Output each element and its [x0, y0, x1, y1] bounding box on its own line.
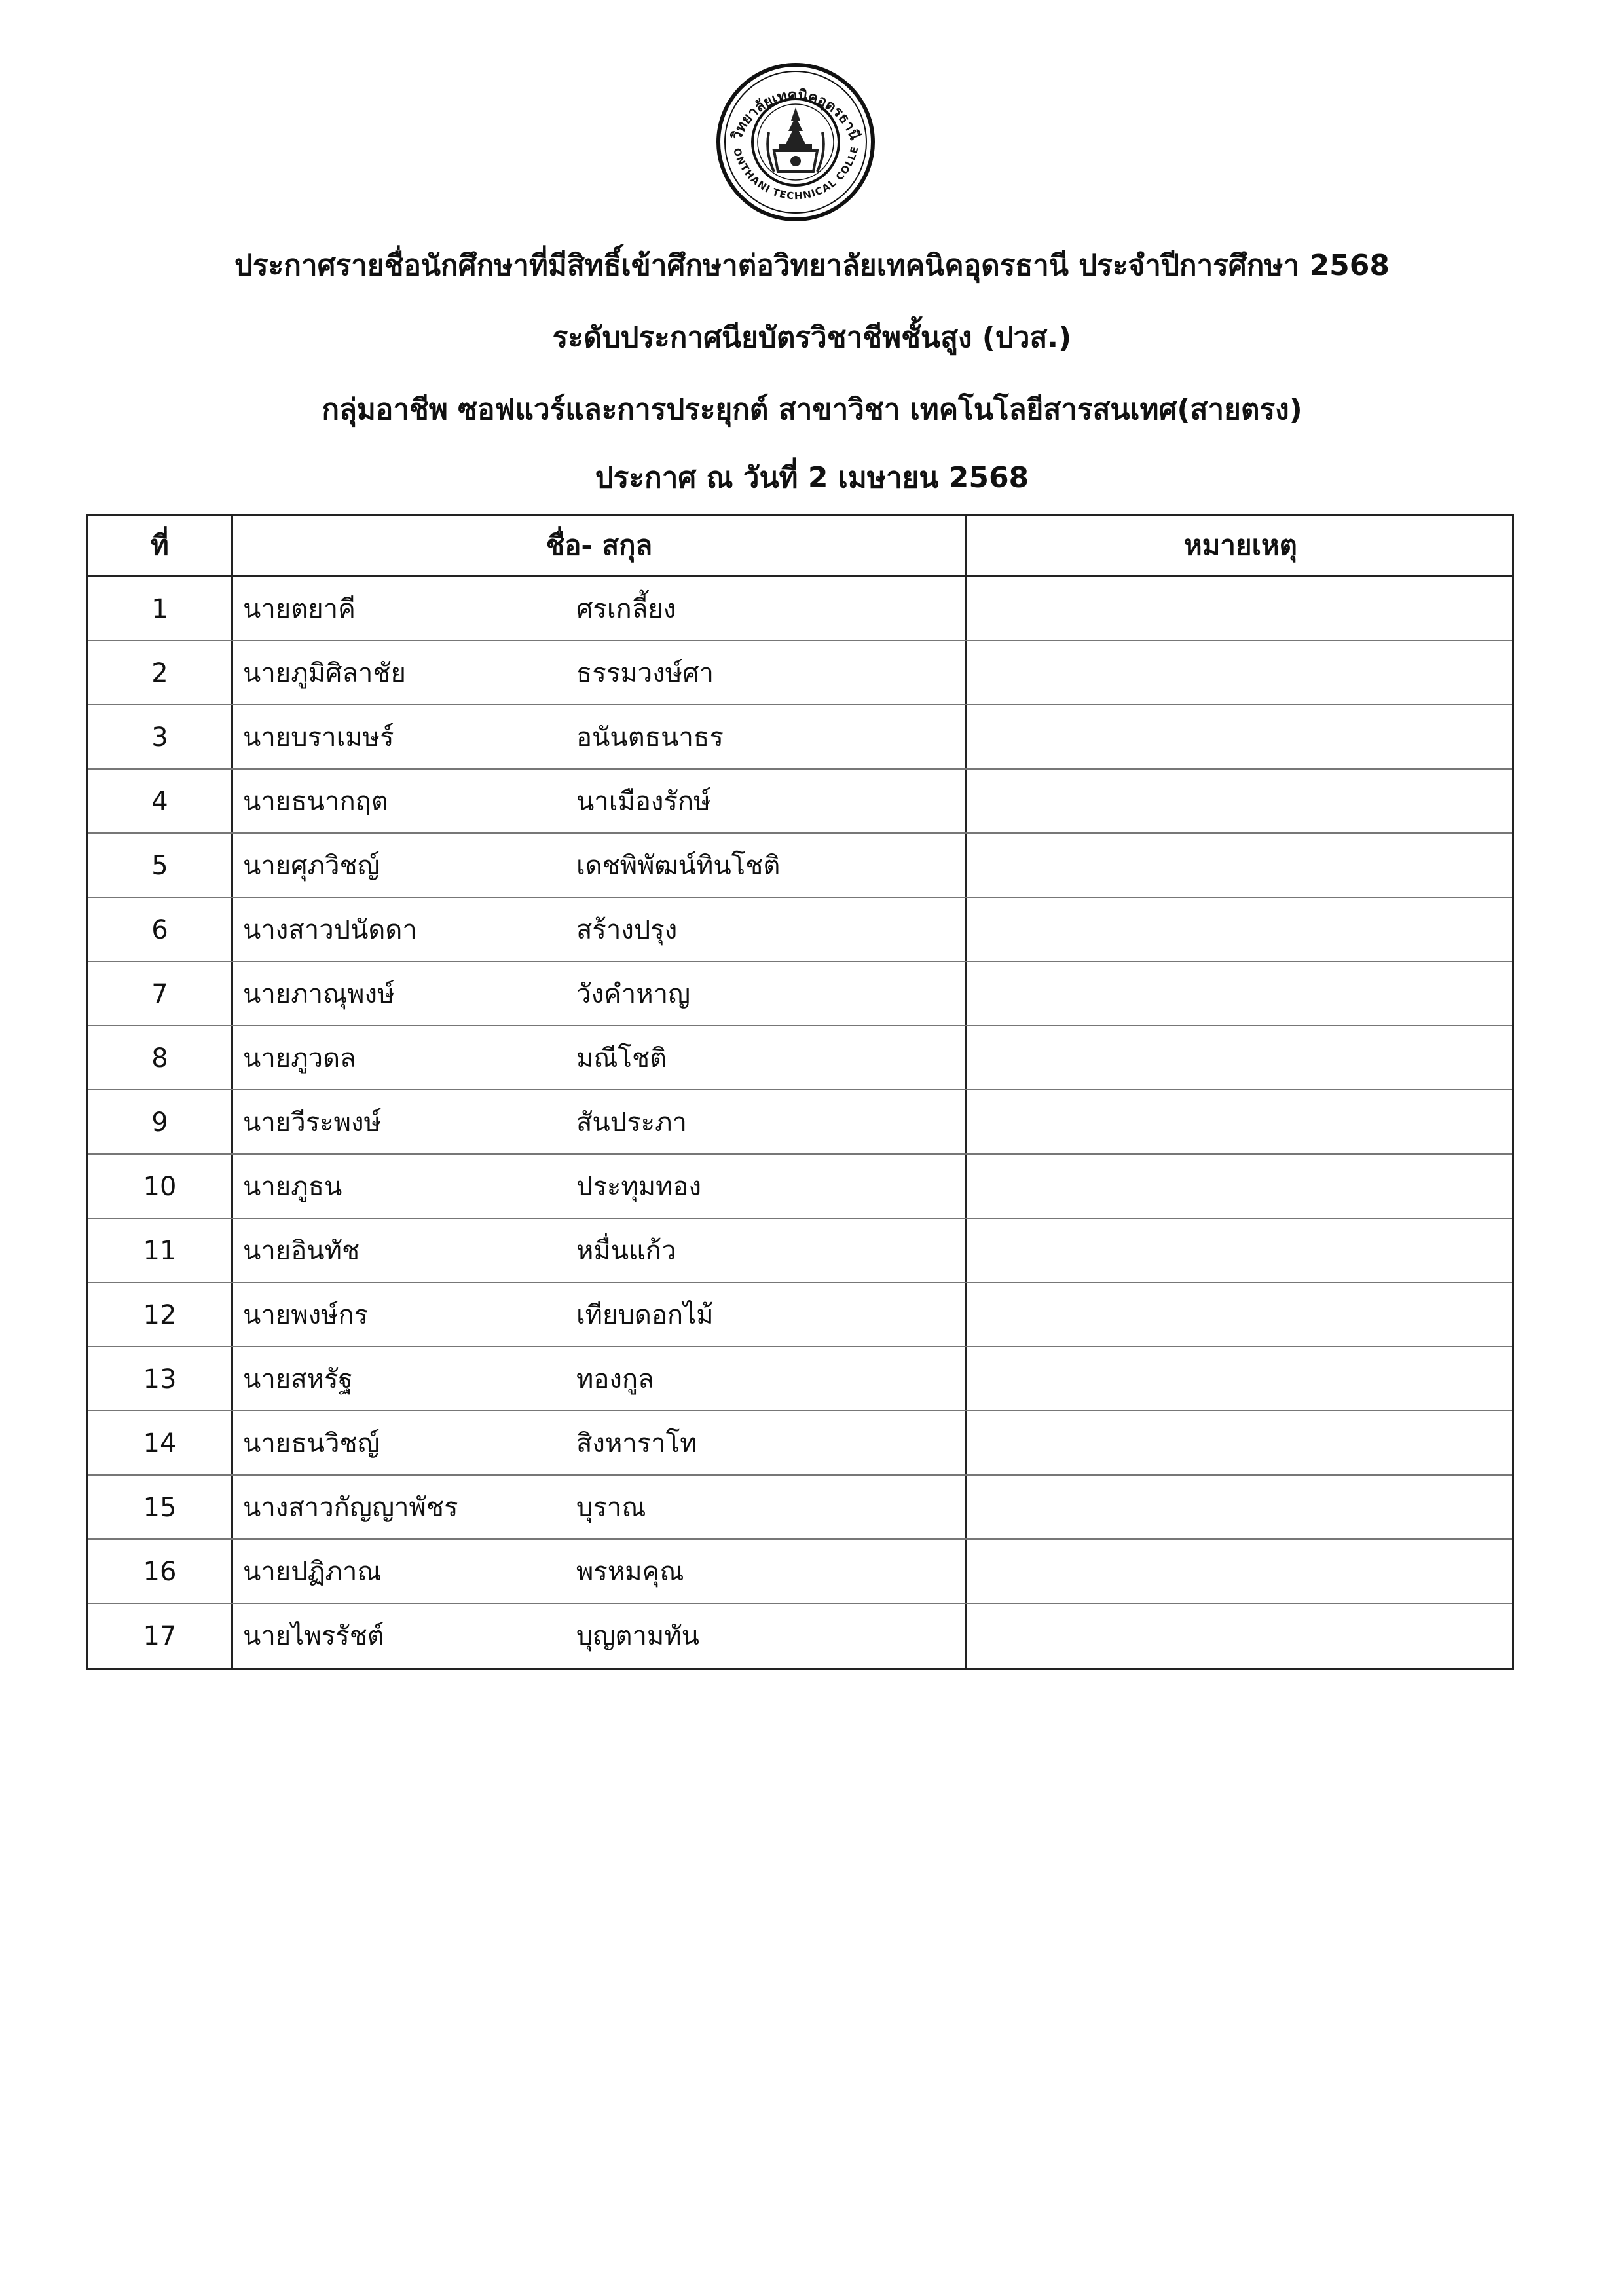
row-number: 5 [151, 851, 168, 881]
row-number: 9 [151, 1108, 168, 1138]
table-row [88, 1283, 1512, 1347]
header-name: ชื่อ- สกุล [545, 529, 653, 561]
student-last-name: ธรรมวงษ์ศา [576, 658, 714, 688]
row-remark [967, 834, 1514, 898]
student-last-name: สิงหาราโท [576, 1428, 697, 1459]
row-number: 2 [151, 658, 168, 688]
table-row [88, 1219, 1512, 1283]
student-first-name: นายบราเมษร์ [243, 722, 394, 753]
student-first-name: นายศุภวิชญ์ [243, 851, 380, 881]
college-seal-logo [714, 60, 877, 224]
announcement-level: ระดับประกาศนียบัตรวิชาชีพชั้นสูง (ปวส.) [552, 321, 1072, 354]
student-last-name: พรหมคุณ [576, 1557, 684, 1587]
row-remark [967, 1283, 1514, 1347]
row-number: 16 [143, 1557, 177, 1587]
student-list-table [86, 514, 1514, 1670]
table-row [88, 577, 1512, 641]
row-remark [967, 1155, 1514, 1219]
student-first-name: นางสาวกัญญาพัชร [243, 1493, 458, 1523]
row-number: 8 [151, 1043, 168, 1073]
student-first-name: นายตยาคี [243, 594, 356, 624]
row-number: 1 [151, 594, 168, 624]
student-last-name: สร้างปรุง [576, 915, 678, 945]
row-number: 10 [143, 1172, 177, 1202]
student-first-name: นายปฏิภาณ [243, 1557, 382, 1587]
student-last-name: สันประภา [576, 1108, 687, 1138]
row-number: 13 [143, 1364, 177, 1394]
student-first-name: นายพงษ์กร [243, 1300, 369, 1330]
row-remark [967, 1540, 1514, 1604]
student-first-name: นายภูมิศิลาชัย [243, 658, 406, 688]
table-row [88, 641, 1512, 705]
student-first-name: นายภาณุพงษ์ [243, 979, 395, 1009]
row-number: 17 [143, 1621, 177, 1651]
table-row [88, 1476, 1512, 1540]
student-first-name: นายธนวิชญ์ [243, 1428, 380, 1459]
header-remark: หมายเหตุ [1184, 529, 1297, 561]
table-row [88, 1540, 1512, 1604]
row-number: 7 [151, 979, 168, 1009]
student-last-name: ศรเกลี้ยง [576, 594, 676, 624]
announcement-date: ประกาศ ณ วันที่ 2 เมษายน 2568 [595, 461, 1029, 494]
table-row [88, 898, 1512, 962]
table-row [88, 1411, 1512, 1476]
table-row [88, 1155, 1512, 1219]
student-last-name: ทองกูล [576, 1364, 654, 1394]
student-last-name: เทียบดอกไม้ [576, 1300, 714, 1330]
student-first-name: นายภูธน [243, 1172, 342, 1202]
row-remark [967, 1604, 1514, 1668]
row-remark [967, 1219, 1514, 1283]
student-first-name: นายธนากฤต [243, 787, 388, 817]
row-remark [967, 705, 1514, 770]
student-first-name: นายไพรรัชต์ [243, 1621, 384, 1651]
table-row [88, 705, 1512, 770]
row-remark [967, 962, 1514, 1026]
student-last-name: อนันตธนาธร [576, 722, 724, 753]
row-number: 4 [151, 787, 168, 817]
student-last-name: วังคำหาญ [576, 979, 691, 1009]
student-first-name: นางสาวปนัดดา [243, 915, 417, 945]
row-remark [967, 641, 1514, 705]
row-number: 3 [151, 722, 168, 753]
row-remark [967, 577, 1514, 641]
row-number: 15 [143, 1493, 177, 1523]
student-last-name: มณีโชติ [576, 1043, 667, 1073]
table-row [88, 1026, 1512, 1090]
student-last-name: นาเมืองรักษ์ [576, 787, 711, 817]
student-first-name: นายอินทัช [243, 1236, 360, 1266]
row-remark [967, 1476, 1514, 1540]
header-number: ที่ [151, 529, 169, 561]
seal-ring-text-th: วิทยาลัยเทคนิคอุดรธานี [728, 86, 863, 143]
announcement-title: ประกาศรายชื่อนักศึกษาที่มีสิทธิ์เข้าศึกษาต่อวิทยาลัยเทคนิคอุดรธานี ประจำปีการศึกษา 2568 [234, 249, 1390, 282]
student-first-name: นายสหรัฐ [243, 1364, 353, 1394]
table-row [88, 1604, 1512, 1668]
row-number: 14 [143, 1428, 177, 1459]
student-last-name: ประทุมทอง [576, 1172, 702, 1202]
student-last-name: บุราณ [576, 1493, 646, 1523]
student-first-name: นายภูวดล [243, 1043, 356, 1073]
table-row [88, 1347, 1512, 1411]
seal-ring-text-en: ONTHANI TECHNICAL COLLE [731, 145, 861, 202]
seal-icon [714, 60, 877, 224]
student-last-name: หมื่นแก้ว [576, 1236, 676, 1266]
row-remark [967, 1347, 1514, 1411]
table-row [88, 770, 1512, 834]
announcement-program: กลุ่มอาชีพ ซอฟแวร์และการประยุกต์ สาขาวิชา เทคโนโลยีสารสนเทศ(สายตรง) [322, 393, 1302, 426]
table-row [88, 834, 1512, 898]
student-last-name: เดชพิพัฒน์ทินโชติ [576, 851, 781, 881]
row-remark [967, 1090, 1514, 1155]
student-first-name: นายวีระพงษ์ [243, 1108, 381, 1138]
row-remark [967, 1411, 1514, 1476]
table-row [88, 1090, 1512, 1155]
row-number: 12 [143, 1300, 177, 1330]
table-row [88, 962, 1512, 1026]
student-last-name: บุญตามทัน [576, 1621, 699, 1651]
row-remark [967, 898, 1514, 962]
row-number: 11 [143, 1236, 177, 1266]
row-remark [967, 770, 1514, 834]
table-body [88, 577, 1512, 1668]
row-remark [967, 1026, 1514, 1090]
row-number: 6 [151, 915, 168, 945]
